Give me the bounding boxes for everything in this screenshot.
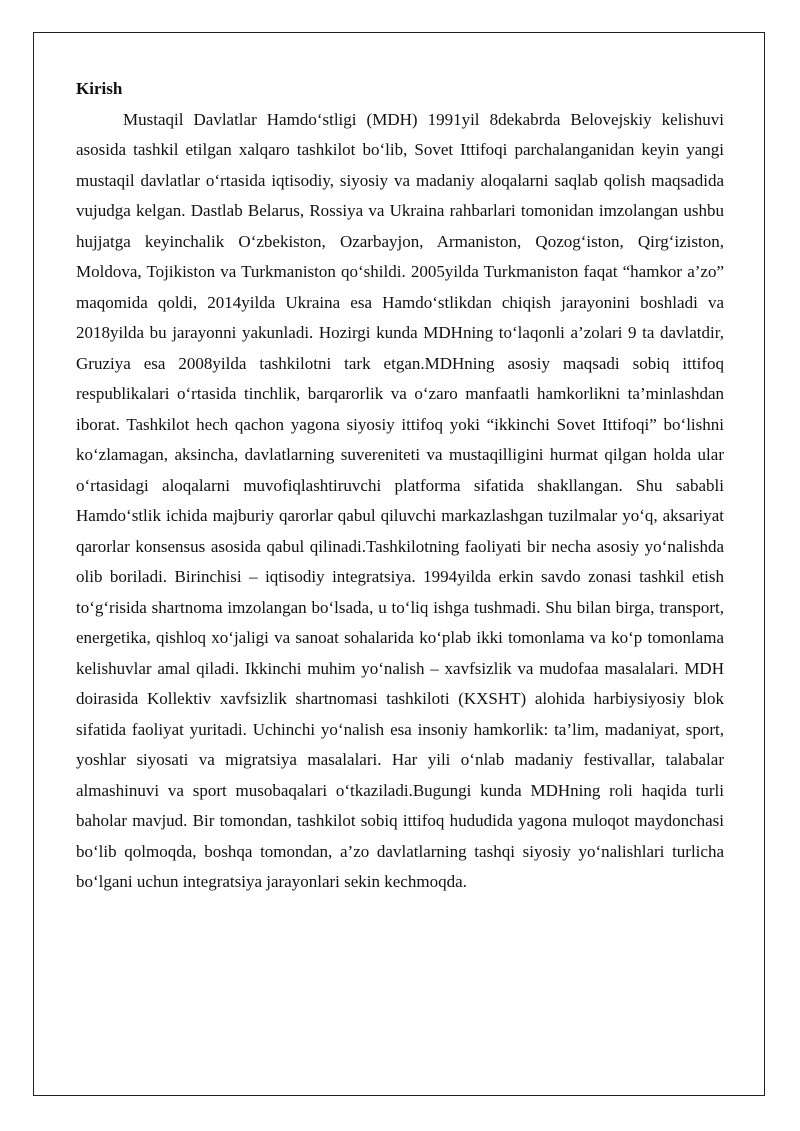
section-heading: Kirish: [76, 79, 123, 98]
body-paragraph: Mustaqil Davlatlar Hamdo‘stligi (MDH) 1991yil 8dekabrda Belovejskiy kelishuvi asosida tashkil etilgan xalqaro tashkilot bo‘lib, Sovet Ittifoqi parchalanganidan keyin yangi mustaqil davlatlar o‘rtasida iqtisodiy, siyosiy va madaniy aloqalarni saqlab qolish maqsadida vujudga kelgan. Dastlab Belarus, Rossiya va Ukraina rahbarlari tomonidan imzolangan ushbu hujjatga keyinchalik O‘zbekiston, Ozarbayjon, Armaniston, Qozog‘iston, Qirg‘iziston, Moldova, Tojikiston va Turkmaniston qo‘shildi. 2005yilda Turkmaniston faqat “hamkor a’zo” maqomida qoldi, 2014yilda Ukraina esa Hamdo‘stlikdan chiqish jarayonini boshladi va 2018yilda bu jarayonni yakunladi. Hozirgi kunda MDHning to‘laqonli a’zolari 9 ta davlatdir, Gruziya esa 2008yilda tashkilotni tark etgan.MDHning asosiy maqsadi sobiq ittifoq respublikalari o‘rtasida tinchlik, barqarorlik va o‘zaro manfaatli hamkorlikni ta’minlashdan iborat. Tashkilot hech qachon yagona siyosiy ittifoq yoki “ikkinchi Sovet Ittifoqi” bo‘lishni ko‘zlamagan, aksincha, davlatlarning suvereniteti va mustaqilligini hurmat qilgan holda ular o‘rtasidagi aloqalarni muvofiqlashtiruvchi platforma sifatida shakllangan. Shu sababli Hamdo‘stlik ichida majburiy qarorlar qabul qiluvchi markazlashgan tuzilmalar yo‘q, aksariyat qarorlar konsensus asosida qabul qilinadi.Tashkilotning faoliyati bir necha asosiy yo‘nalishda olib boriladi. Birinchisi – iqtisodiy integratsiya. 1994yilda erkin savdo zonasi tashkil etish to‘g‘risida shartnoma imzolangan bo‘lsada, u to‘liq ishga tushmadi. Shu bilan birga, transport, energetika, qishloq xo‘jaligi va sanoat sohalarida ko‘plab ikki tomonlama va ko‘p tomonlama kelishuvlar amal qiladi. Ikkinchi muhim yo‘nalish – xavfsizlik va mudofaa masalalari. MDH doirasida Kollektiv xavfsizlik shartnomasi tashkiloti (KXSHT) alohida harbiysiyosiy blok sifatida faoliyat yuritadi. Uchinchi yo‘nalish esa insoniy hamkorlik: ta’lim, madaniyat, sport, yoshlar siyosati va migratsiya masalalari. Har yili o‘nlab madaniy festivallar, talabalar almashinuvi va sport musobaqalari o‘tkaziladi.Bugungi kunda MDHning roli haqida turli baholar mavjud. Bir tomondan, tashkilot sobiq ittifoq hududida yagona muloqot maydonchasi bo‘lib qolmoqda, boshqa tomondan, a’zo davlatlarning tashqi siyosiy yo‘nalishlari turlicha bo‘lgani uchun integratsiya jarayonlari sekin kechmoqda.: [76, 109, 724, 891]
document-body: [76, 74, 724, 898]
